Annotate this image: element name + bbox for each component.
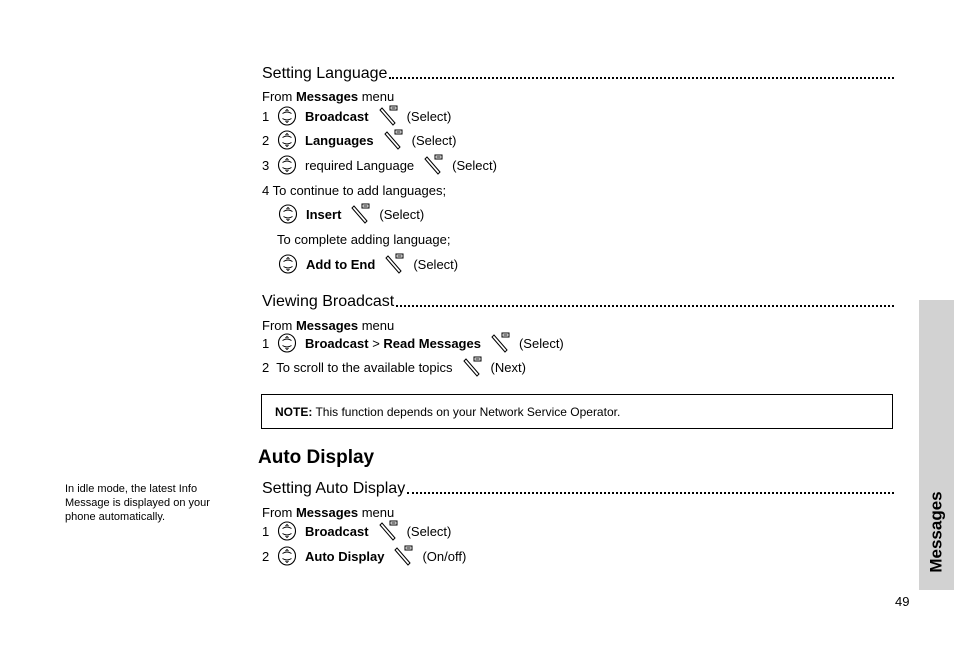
action-label: (Select): [406, 523, 452, 539]
step-number: 2: [262, 548, 270, 564]
softkey-icon: [489, 332, 511, 354]
action-label: (Select): [518, 335, 564, 351]
note-content: [275, 405, 620, 419]
softkey-icon: [382, 129, 404, 151]
leader-dots: [396, 305, 894, 307]
note-box: [261, 394, 893, 429]
step-row: [262, 332, 564, 354]
softkey-icon: [383, 253, 405, 275]
step-number: 1: [262, 335, 270, 351]
menu-item-label: Auto Display: [305, 548, 385, 564]
action-label: (Select): [452, 157, 497, 173]
note-label: NOTE:: [275, 404, 313, 419]
menu-item-label: Read Messages: [383, 335, 481, 351]
action-label: (Next): [490, 359, 526, 375]
step-number: 2: [262, 132, 270, 148]
from-menu-line: [262, 89, 394, 104]
section-title: Setting Language: [262, 65, 388, 82]
softkey-icon: [349, 203, 371, 225]
from-menu-line: [262, 505, 394, 520]
step-number: 3: [262, 157, 270, 173]
action-label: (Select): [406, 108, 452, 124]
from-menu-name: Messages: [295, 318, 359, 333]
section-heading-viewing-broadcast: [262, 291, 894, 311]
step-row: [262, 520, 451, 542]
nav-key-icon: [278, 254, 298, 274]
from-suffix: menu: [358, 89, 395, 104]
section-title: Viewing Broadcast: [262, 293, 395, 310]
note-text: This function depends on your Network Service Operator.: [312, 404, 621, 419]
softkey-icon: [377, 105, 399, 127]
action-label: (Select): [379, 206, 425, 222]
from-prefix: From: [262, 318, 296, 333]
menu-item-label: Add to End: [306, 256, 376, 272]
nav-key-icon: [277, 333, 297, 353]
nav-key-icon: [277, 521, 297, 541]
auto-display-heading: Auto Display: [258, 447, 375, 468]
from-menu-name: Messages: [295, 505, 359, 520]
menu-item-label: Insert: [306, 206, 342, 222]
leader-dots: [407, 492, 894, 494]
section-heading-setting-auto-display: [262, 478, 894, 498]
step-row: [262, 129, 456, 151]
softkey-icon: [422, 154, 444, 176]
section-tab-label: Messages: [926, 491, 946, 573]
menu-item-label: Broadcast: [305, 335, 369, 351]
softkey-icon: [377, 520, 399, 542]
step-text: 2 To scroll to the available topics: [262, 359, 453, 375]
softkey-icon: [392, 545, 414, 567]
path-separator: >: [368, 335, 384, 351]
section-heading-setting-language: [262, 63, 894, 83]
menu-item-label: Languages: [305, 132, 374, 148]
menu-item-label: Broadcast: [305, 108, 369, 124]
from-prefix: From: [262, 89, 296, 104]
step-number: 1: [262, 108, 270, 124]
step-text: To complete adding language;: [277, 232, 451, 247]
step-row: [262, 356, 526, 378]
from-menu-name: Messages: [295, 89, 359, 104]
step-row: [262, 154, 497, 176]
nav-key-icon: [277, 155, 297, 175]
nav-key-icon: [278, 204, 298, 224]
from-menu-line: [262, 318, 394, 333]
step-row: [278, 253, 458, 275]
action-label: (Select): [413, 256, 459, 272]
step-text: required Language: [305, 157, 415, 173]
nav-key-icon: [277, 546, 297, 566]
step-number: 1: [262, 523, 270, 539]
nav-key-icon: [277, 106, 297, 126]
from-suffix: menu: [358, 505, 395, 520]
softkey-icon: [461, 356, 483, 378]
step-text: 4 To continue to add languages;: [262, 183, 447, 198]
section-tab-label-wrap: [919, 300, 954, 590]
step-row: [262, 105, 451, 127]
step-row: [262, 545, 466, 567]
leader-dots: [389, 77, 894, 79]
nav-key-icon: [277, 130, 297, 150]
section-title: Setting Auto Display: [262, 480, 406, 497]
action-label: (On/off): [422, 548, 467, 564]
from-prefix: From: [262, 505, 296, 520]
step-row: [278, 203, 424, 225]
page-number: 49: [895, 594, 910, 609]
menu-item-label: Broadcast: [305, 523, 369, 539]
sidebar-note: In idle mode, the latest Info Message is displayed on your phone automatically.: [65, 483, 210, 523]
action-label: (Select): [411, 132, 457, 148]
from-suffix: menu: [358, 318, 395, 333]
